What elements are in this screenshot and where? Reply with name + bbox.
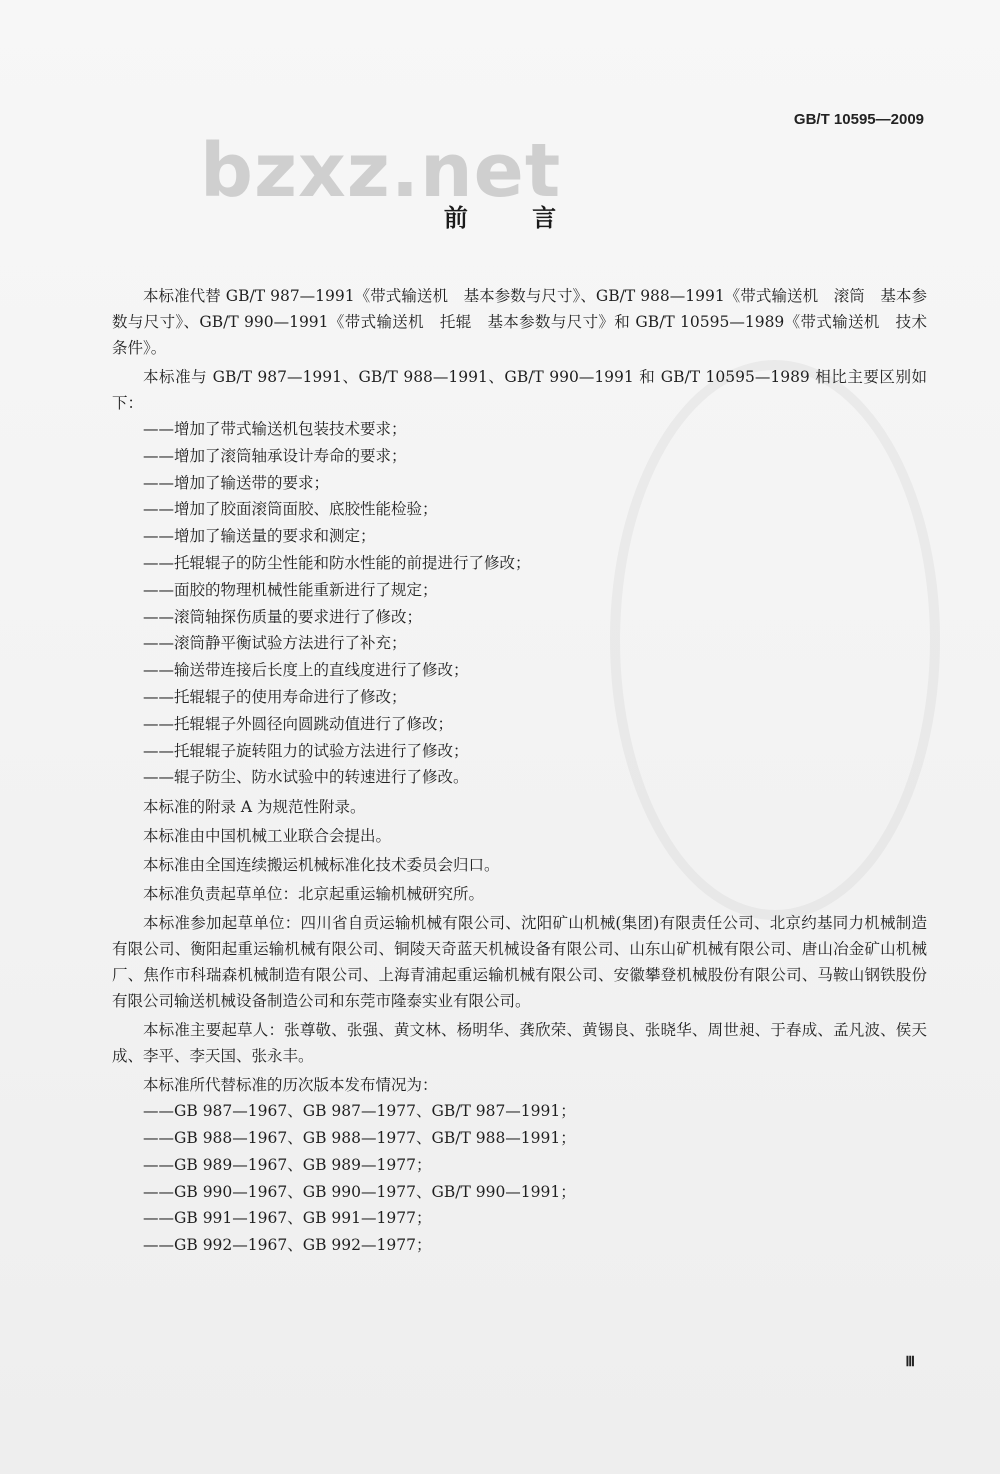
list-item: ——托辊辊子旋转阻力的试验方法进行了修改； [143, 741, 469, 760]
page-title: 前 言 [443, 204, 585, 232]
list-item: ——托辊辊子的防尘性能和防水性能的前提进行了修改； [143, 553, 531, 572]
list-item: ——托辊辊子外圆径向圆跳动值进行了修改； [143, 714, 454, 733]
paragraph-proposed-by: 本标准由中国机械工业联合会提出。 [143, 827, 392, 846]
list-item: ——托辊辊子的使用寿命进行了修改； [143, 687, 407, 706]
list-item: ——输送带连接后长度上的直线度进行了修改； [143, 661, 469, 680]
list-item: ——GB 988—1967、GB 988—1977、GB/T 988—1991； [143, 1128, 576, 1147]
paragraph-differences-intro: 本标准与 GB/T 987—1991、GB/T 988—1991、GB/T 990—1991 和 GB/T 10595—1989 相比主要区别如下： [112, 368, 927, 412]
list-item: ——GB 991—1967、GB 991—1977； [143, 1209, 432, 1228]
list-item: ——辊子防尘、防水试验中的转速进行了修改。 [143, 768, 469, 787]
history-list [112, 1098, 927, 1259]
list-item: ——增加了输送带的要求； [143, 473, 330, 492]
foreword-body [112, 283, 927, 1259]
paragraph-drafting-unit: 本标准负责起草单位：北京起重运输机械研究所。 [143, 885, 485, 904]
paragraph-replaces: 本标准代替 GB/T 987—1991《带式输送机 基本参数与尺寸》、GB/T 988—1991《带式输送机 滚筒 基本参数与尺寸》、GB/T 990—1991《带式输送机 托辊 基本参数与尺寸》和 GB/T 10595—1989《带式输送机 技术条件》。 [112, 287, 927, 357]
paragraph-centralized-by: 本标准由全国连续搬运机械标准化技术委员会归口。 [143, 856, 500, 875]
paragraph-appendix: 本标准的附录 A 为规范性附录。 [143, 798, 366, 817]
list-item: ——增加了滚筒轴承设计寿命的要求； [143, 446, 407, 465]
watermark: bzxz.net [200, 128, 562, 214]
list-item: ——滚筒静平衡试验方法进行了补充； [143, 634, 407, 653]
list-item: ——增加了输送量的要求和测定； [143, 527, 376, 546]
list-item: ——增加了胶面滚筒面胶、底胶性能检验； [143, 500, 438, 519]
list-item: ——GB 987—1967、GB 987—1977、GB/T 987—1991； [143, 1102, 576, 1121]
paragraph-history-intro: 本标准所代替标准的历次版本发布情况为： [143, 1076, 438, 1095]
list-item: ——面胶的物理机械性能重新进行了规定； [143, 580, 438, 599]
standard-code: GB/T 10595—2009 [793, 111, 924, 128]
list-item: ——滚筒轴探伤质量的要求进行了修改； [143, 607, 423, 626]
list-item: ——GB 990—1967、GB 990—1977、GB/T 990—1991； [143, 1182, 576, 1201]
list-item: ——增加了带式输送机包装技术要求； [143, 420, 407, 438]
changes-list [112, 416, 927, 791]
list-item: ——GB 992—1967、GB 992—1977； [143, 1236, 432, 1255]
list-item: ——GB 989—1967、GB 989—1977； [143, 1155, 432, 1174]
page-number: Ⅲ [905, 1355, 914, 1370]
paragraph-drafters: 本标准主要起草人：张尊敬、张强、黄文林、杨明华、龚欣荣、黄锡良、张晓华、周世昶、于春成、孟凡波、侯天成、李平、李天国、张永丰。 [112, 1021, 927, 1066]
paragraph-participating-units: 本标准参加起草单位：四川省自贡运输机械有限公司、沈阳矿山机械(集团)有限责任公司、北京约基同力机械制造有限公司、衡阳起重运输机械有限公司、铜陵天奇蓝天机械设备有限公司、山东山矿机械有限公司、唐山冶金矿山机械厂、焦作市科瑞森机械制造有限公司、上海青浦起重运输机械有限公司、安徽攀登机械股份有限公司、马鞍山钢铁股份有限公司输送机械设备制造公司和东莞市隆泰实业有限公司。 [112, 914, 927, 1011]
